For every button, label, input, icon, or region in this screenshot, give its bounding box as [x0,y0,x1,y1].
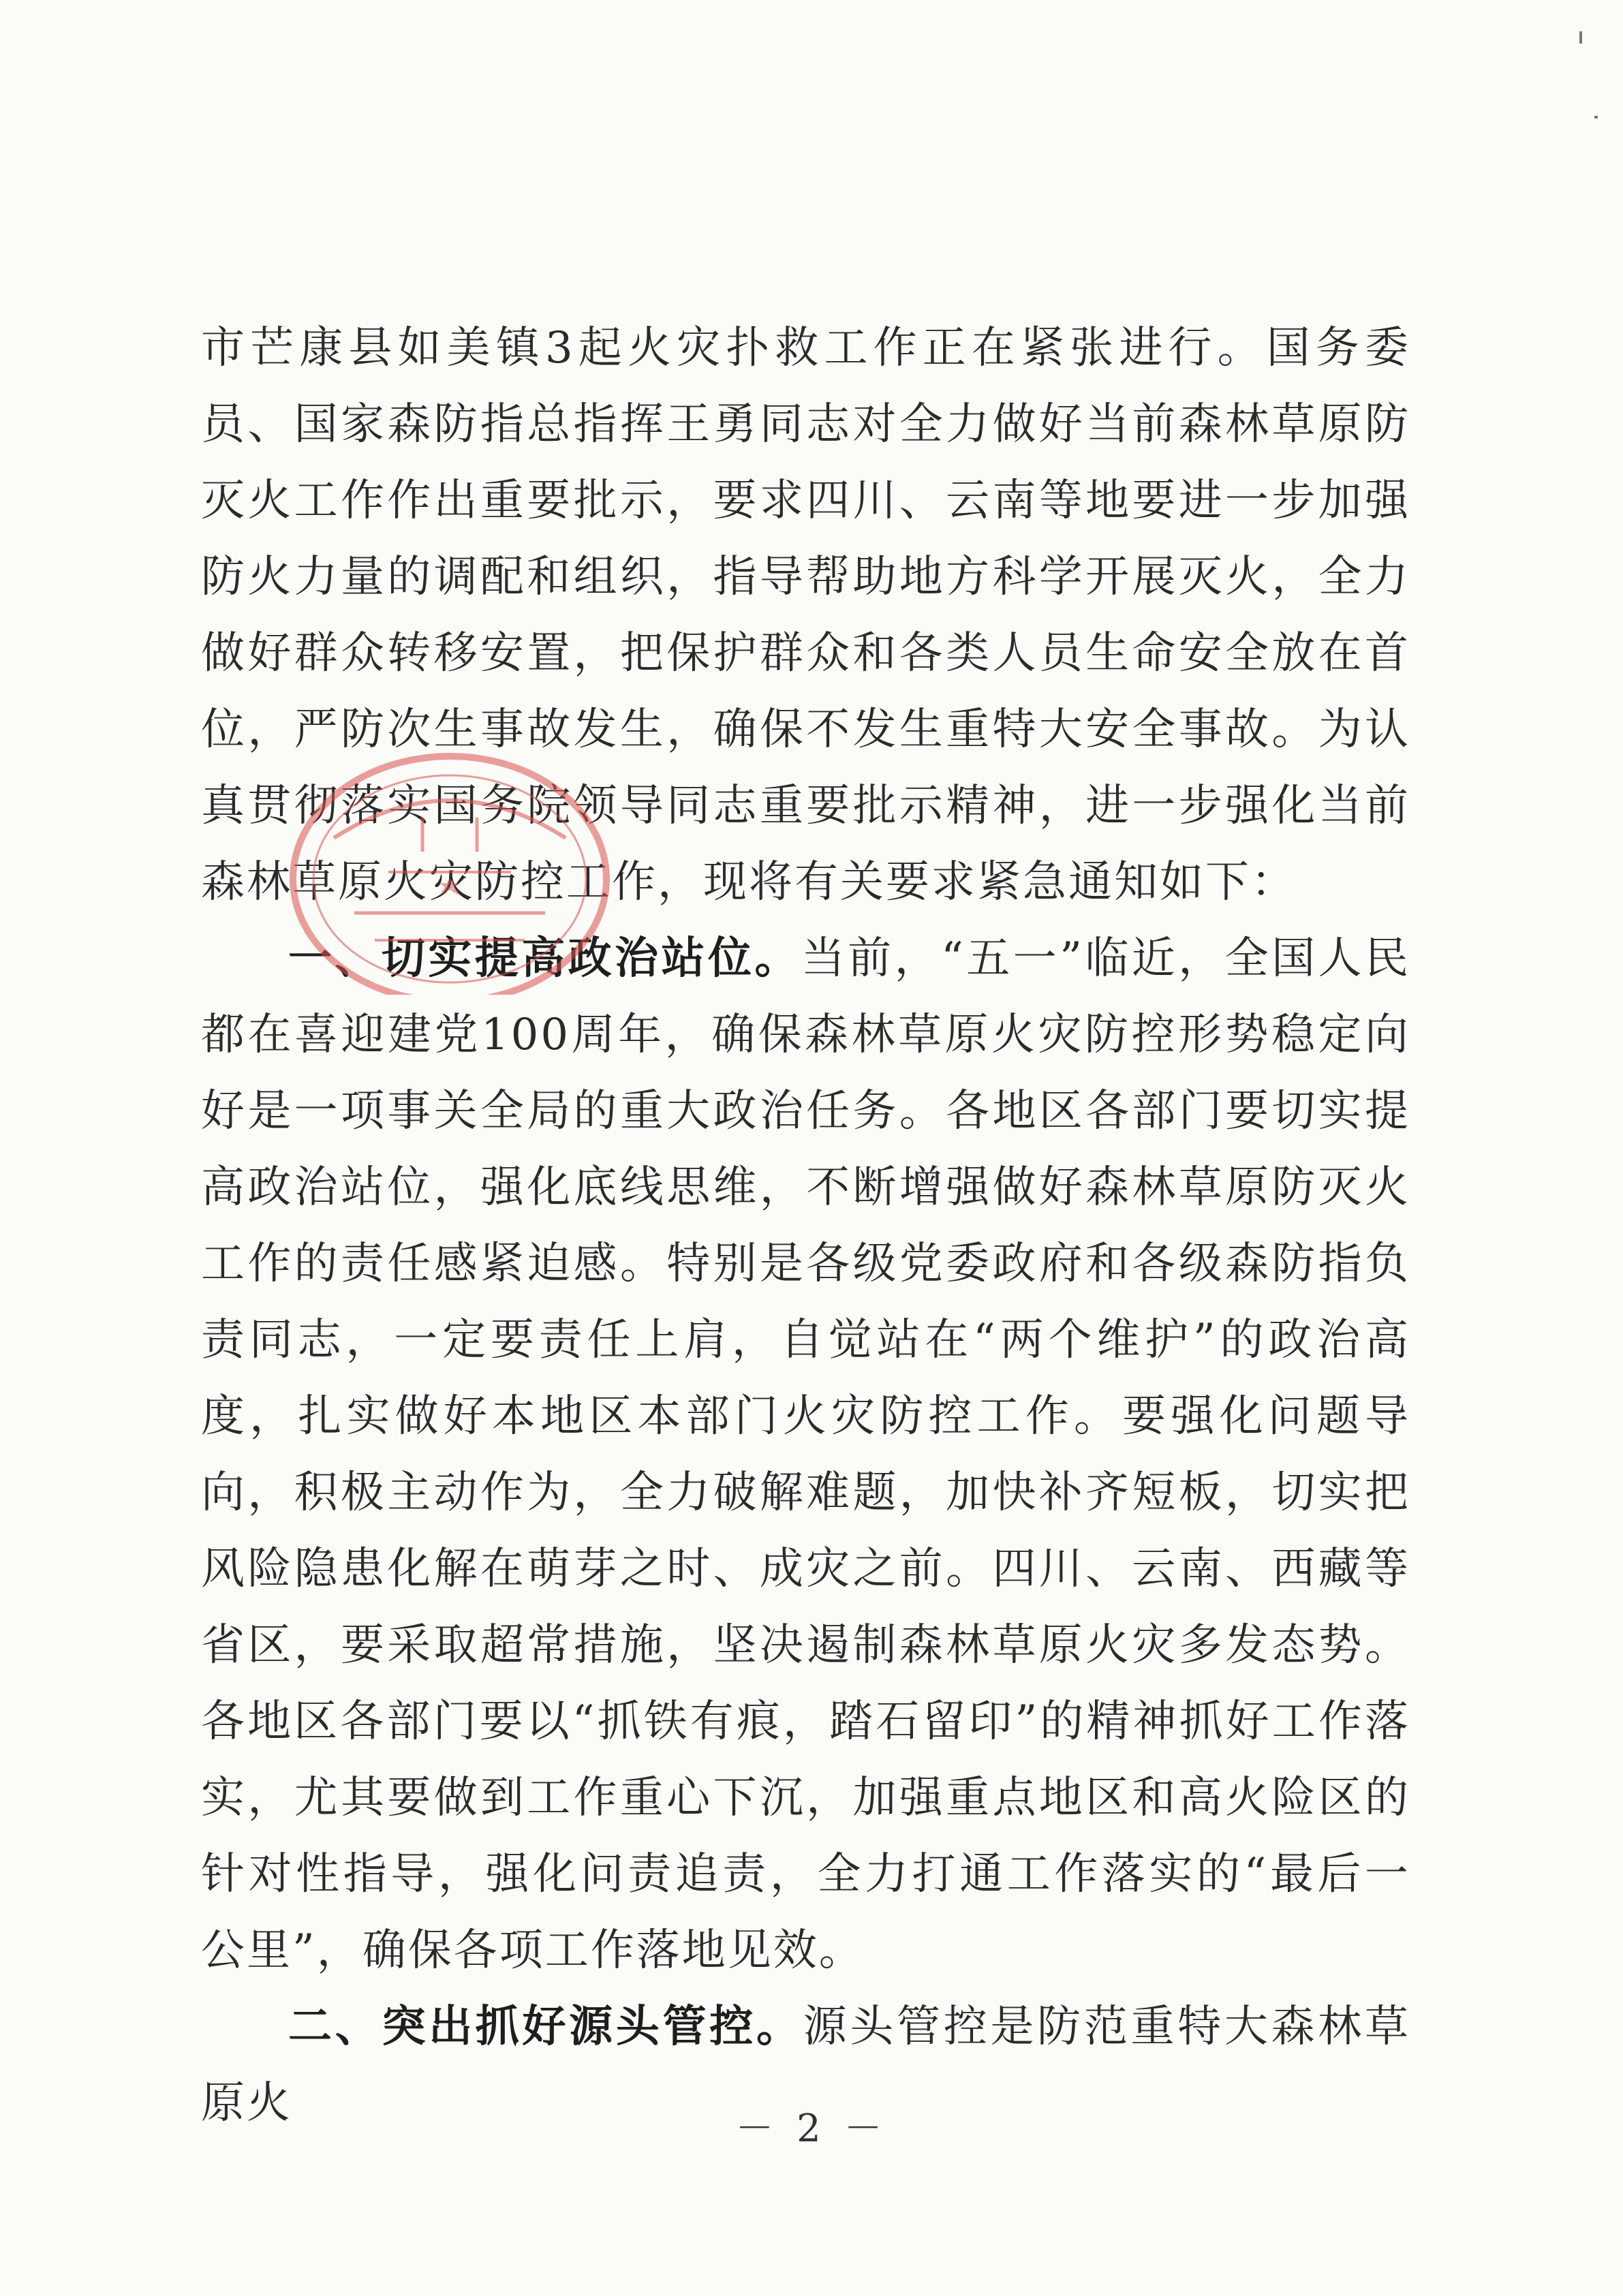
paragraph-section-1 [201,920,1410,1989]
scan-mark-top [1579,31,1582,44]
section-1-heading: 一、切实提高政治站位。 [288,933,801,984]
section-2-heading: 二、突出抓好源头管控。 [288,2002,803,2052]
section-1-text: 当前，“五一”临近，全国人民都在喜迎建党100周年，确保森林草原火灾防控形势稳定向好是一项事关全局的重大政治任务。各地区各部门要切实提高政治站位，强化底线思维，不断增强做好森林草原防灭火工作的责任感紧迫感。特别是各级党委政府和各级森防指负责同志，一定要责任上肩，自觉站在“两个维护”的政治高度，扎实做好本地区本部门火灾防控工作。要强化问题导向，积极主动作为，全力破解难题，加快补齐短板，切实把风险隐患化解在萌芽之时、成灾之前。四川、云南、西藏等省区，要采取超常措施，坚决遏制森林草原火灾多发态势。各地区各部门要以“抓铁有痕，踏石留印”的精神抓好工作落实，尤其要做到工作重心下沉，加强重点地区和高火险区的针对性指导，强化问责追责，全力打通工作落实的“最后一公里”，确保各项工作落地见效。 [201,933,1411,1976]
page-number: － 2 － [735,2107,888,2151]
paragraph-intro-text: 市芒康县如美镇3起火灾扑救工作正在紧张进行。国务委员、国家森防指总指挥王勇同志对全力做好当前森林草原防灭火工作作出重要批示，要求四川、云南等地要进一步加强防火力量的调配和组织，指导帮助地方科学开展灭火，全力做好群众转移安置，把保护群众和各类人员生命安全放在首位，严防次生事故发生，确保不发生重特大安全事故。为认真贯彻落实国务院领导同志重要批示精神，进一步强化当前森林草原火灾防控工作，现将有关要求紧急通知如下： [201,323,1410,907]
paragraph-intro [201,310,1410,920]
document-body [201,310,1410,2141]
section-2-text: 源头管控是防范重特大森林草原火 [201,2002,1411,2128]
scan-mark-bottom [1594,116,1598,119]
